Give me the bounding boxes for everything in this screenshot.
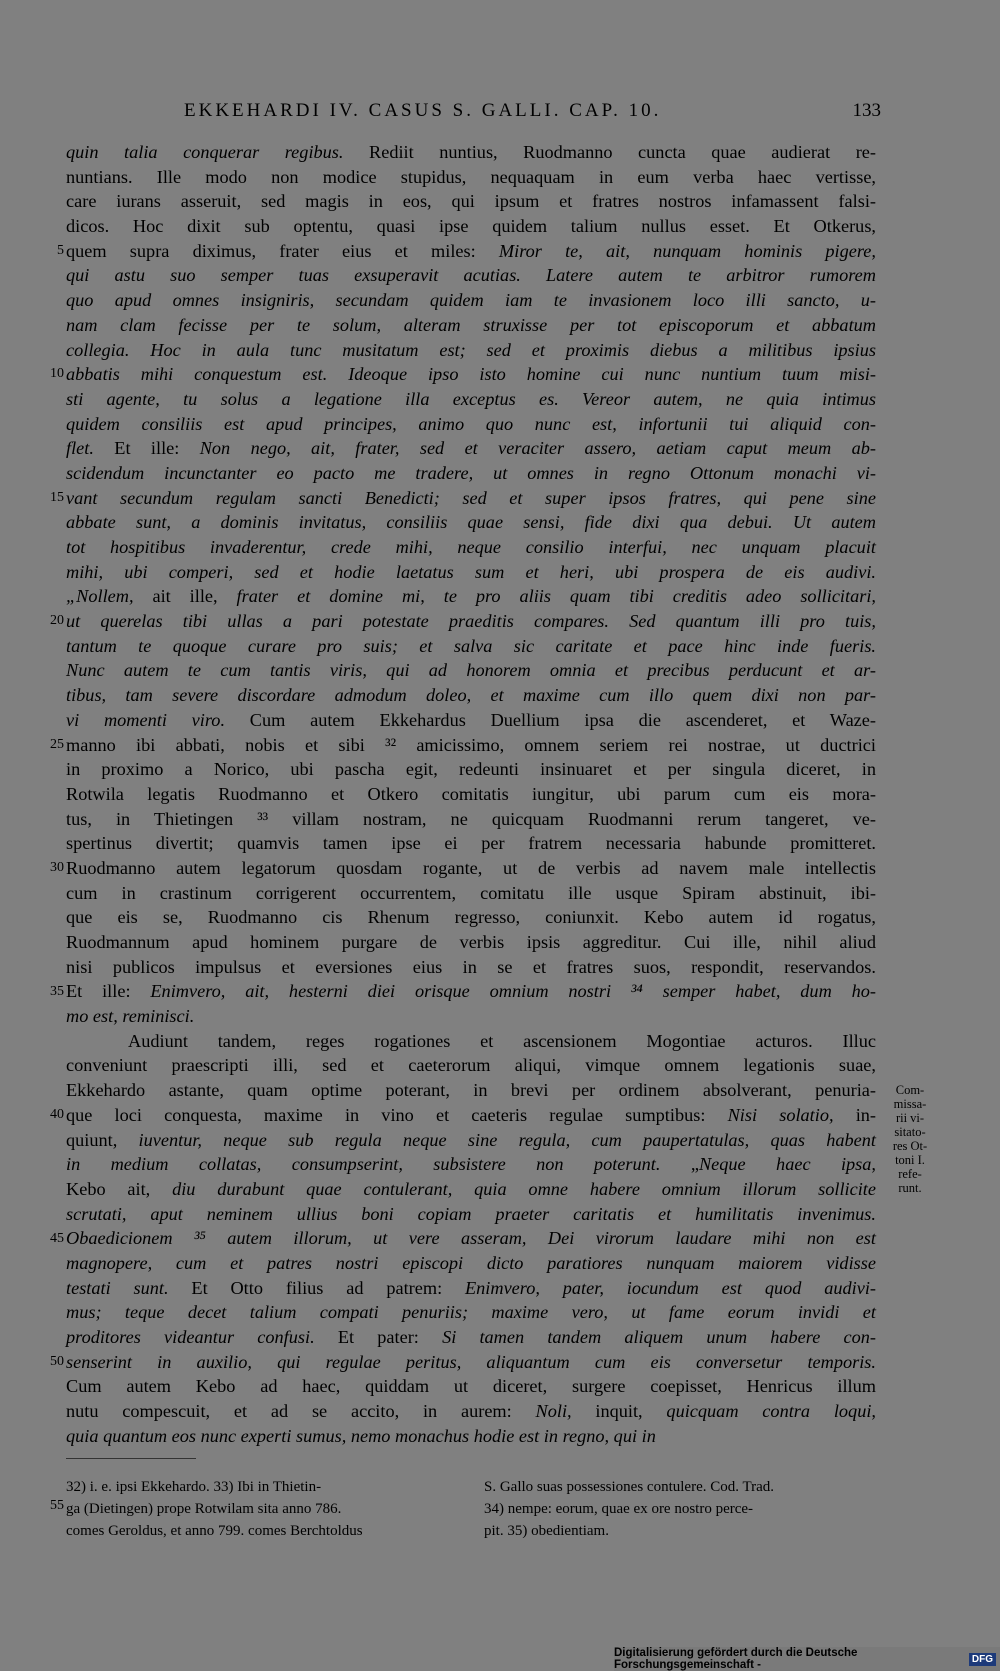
text-segment: iuventur, neque sub regula neque sine regula, cum paupertatulas, quas habent: [138, 1129, 876, 1150]
margin-note-line: toni I.: [895, 1153, 925, 1167]
dfg-logo: DFG: [969, 1653, 996, 1666]
text-line: [66, 486, 876, 511]
text-line: [66, 807, 876, 832]
text-segment: collegia. Hoc in aula tunc musitatum est; sed et proximis diebus a militibus ipsius: [66, 339, 876, 360]
text-line: [66, 856, 876, 881]
text-line: [66, 436, 876, 461]
text-line: [66, 362, 876, 387]
text-segment: „Nollem,: [66, 586, 153, 607]
footnotes-right: [484, 1476, 879, 1542]
text-line: [66, 1374, 876, 1399]
text-line: [66, 708, 876, 733]
text-segment: care iurans asseruit, sed magis in eos, qui ipsum et fratres nostros infamassent falsi-: [66, 191, 876, 212]
line-number: 10: [50, 366, 64, 382]
text-line: [66, 263, 876, 288]
text-segment: mo est, reminisci.: [66, 1006, 195, 1027]
text-segment: cum in crastinum corrigerent occurrentem, comitatu ille usque Spiram abstinuit, ibi-: [66, 882, 876, 903]
footnote-line: S. Gallo suas possessiones contulere. Cod. Trad.: [484, 1479, 774, 1495]
text-line: [66, 1029, 876, 1054]
text-segment: Enimvero, pater, iocundum est quod audivi-: [464, 1277, 876, 1298]
text-segment: in-: [855, 1104, 877, 1125]
text-segment: Neque haec ipsa,: [698, 1154, 876, 1175]
text-segment: quo apud omnes insigniris, secundam quidem iam te invasionem loco illi sancto, u-: [66, 290, 876, 311]
text-segment: Enimvero, ait, hesterni diei orisque omnium nostri ³⁴ semper habet, dum ho-: [150, 981, 876, 1002]
text-segment: Et pater:: [337, 1327, 443, 1347]
text-line: [66, 658, 876, 683]
text-segment: mus; teque decet talium compati penuriis; maxime vero, ut fame eorum invidi et: [66, 1302, 876, 1323]
text-line: [66, 387, 876, 412]
text-segment: quia quantum eos nunc experti sumus, nemo monachus hodie est in regno, qui in: [66, 1425, 656, 1446]
text-segment: Ruodmannum apud hominem purgare de verbis ipsis aggreditur. Cui ille, nihil aliud: [66, 932, 876, 952]
text-line: [66, 1078, 876, 1103]
margin-note-line: missa-: [893, 1097, 927, 1111]
text-line: [66, 1177, 876, 1202]
text-segment: Nisi solatio,: [727, 1104, 856, 1125]
text-segment: Si tamen tandem aliquem unum habere con-: [442, 1327, 876, 1347]
text-segment: Et Otto filius ad patrem:: [191, 1277, 465, 1298]
text-line: [66, 1325, 876, 1350]
text-line: [66, 1053, 876, 1078]
text-segment: Cum autem Kebo ad haec, quiddam ut diceret, surgere coepisset, Henricus illum: [66, 1376, 876, 1397]
footnote-rule: [66, 1458, 196, 1459]
text-line: [66, 881, 876, 906]
line-number: 25: [50, 736, 64, 752]
text-segment: Rotwila legatis Ruodmanno et Otkero comitatis iungitur, ubi parum cum eis mora-: [66, 783, 876, 804]
text-segment: in medium collatas, consumpserint, subsistere non poterunt.: [66, 1154, 691, 1175]
text-segment: qui astu suo semper tuas exsuperavit acutias. Latere autem te arbitror rumorem: [66, 265, 876, 286]
text-segment: nisi publicos impulsus et eversiones eius in se et fratres suos, respondit, reservandos.: [66, 956, 876, 977]
text-segment: Nunc autem te cum tantis viris, qui ad honorem omnia et precibus perducunt et ar-: [66, 660, 876, 681]
text-line: [66, 757, 876, 782]
text-line: [66, 1202, 876, 1227]
page-number: 133: [852, 100, 881, 121]
margin-note-line: runt.: [898, 1181, 922, 1195]
text-segment: Et ille:: [66, 981, 151, 1002]
text-segment: abbate sunt, a dominis invitatus, consiliis quae sensi, fide dixi qua debui. Ut autem: [66, 512, 876, 533]
text-line: [66, 1276, 876, 1301]
text-segment: scidendum incunctanter eo pacto me tradere, ut omnes in regno Ottonum monachi vi-: [66, 462, 876, 483]
line-number: 30: [50, 860, 64, 876]
text-line: [66, 535, 876, 560]
line-number: 5: [57, 242, 64, 258]
text-segment: quiunt,: [66, 1129, 139, 1150]
text-segment: scrutati, aput neminem ullius boni copiam praeter caritatis et humilitatis invenimus.: [66, 1203, 876, 1224]
text-segment: senserint in auxilio, qui regulae peritus, aliquantum cum eis conversetur temporis.: [66, 1351, 876, 1372]
margin-note-line: res Ot-: [892, 1139, 928, 1153]
text-segment: Cum autem Ekkehardus Duellium ipsa die ascenderet, et Waze-: [249, 709, 876, 730]
text-segment: vi momenti viro.: [66, 709, 250, 730]
footnote-line: comes Geroldus, et anno 799. comes Berchtoldus: [66, 1523, 363, 1539]
text-segment: Ekkehardo astante, quam optime poterant, in brevi per ordinem absolverant, penuria-: [66, 1080, 876, 1101]
text-line: [66, 683, 876, 708]
text-line: [66, 930, 876, 955]
text-segment: Et ille:: [114, 438, 200, 459]
footer-text: Digitalisierung gefördert durch die Deutsche Forschungsgemeinschaft -: [614, 1647, 858, 1671]
text-line: [66, 634, 876, 659]
text-segment: Ruodmanno autem legatorum quosdam rogante, ut de verbis ad navem male intellectis: [66, 857, 876, 878]
running-header: [66, 100, 881, 126]
text-segment: diu durabunt quae contulerant, quia omne habere omnium illorum sollicite: [172, 1178, 876, 1199]
text-segment: quicquam contra loqui,: [666, 1401, 876, 1422]
text-segment: nam clam fecisse per te solum, alteram struxisse per tot episcoporum et abbatum: [66, 314, 876, 335]
footnotes-left: [66, 1476, 461, 1542]
text-line: [66, 338, 876, 363]
text-segment: vant secundum regulam sancti Benedicti; sed et super ipsos fratres, qui pene sine: [66, 487, 876, 508]
text-segment: Non nego, ait, frater, sed et veraciter assero, aetiam caput meum ab-: [199, 438, 876, 459]
text-segment: dicos. Hoc dixit sub optentu, quasi ipse quidem talium nullus esset. Et Otkerus,: [66, 216, 876, 237]
text-segment: tus, in Thietingen ³³ villam nostram, ne quicquam Ruodmanni rerum tangeret, ve-: [66, 808, 876, 829]
line-number: 45: [50, 1230, 64, 1246]
text-segment: que eis se, Ruodmanno cis Rhenum regresso, coniunxit. Kebo autem id rogatus,: [66, 907, 876, 928]
text-line: [66, 733, 876, 758]
text-segment: Noli,: [535, 1401, 596, 1422]
text-line: [66, 905, 876, 930]
text-segment: ut querelas tibi ullas a pari potestate praeditis compares. Sed quantum illi pro tuis,: [66, 611, 876, 632]
text-segment: frater et domine mi, te pro aliis quam tibi creditis adeo sollicitari,: [236, 586, 876, 607]
text-line: [66, 461, 876, 486]
text-line: [66, 955, 876, 980]
text-segment: magnopere, cum et patres nostri episcopi dicto paratiores nunquam maiorem vidisse: [66, 1252, 876, 1273]
text-line: [66, 1424, 876, 1449]
text-line: [66, 609, 876, 634]
text-segment: nuntians. Ille modo non modice stupidus, nequaquam in eum verba haec vertisse,: [66, 166, 876, 187]
text-line: [66, 140, 876, 165]
text-line: [66, 412, 876, 437]
text-line: [66, 560, 876, 585]
header-title: EKKEHARDI IV. CASUS S. GALLI. CAP. 10.: [184, 100, 662, 121]
text-segment: inquit,: [595, 1401, 667, 1422]
text-line: [66, 1300, 876, 1325]
text-segment: proditores videantur confusi.: [66, 1327, 338, 1347]
text-segment: Rediit nuntius, Ruodmanno cuncta quae audierat re-: [369, 142, 876, 162]
text-line: [66, 189, 876, 214]
text-line: [66, 782, 876, 807]
text-line: [66, 584, 876, 609]
footnote-line: 32) i. e. ipsi Ekkehardo. 33) Ibi in Thietin-: [66, 1479, 322, 1495]
text-segment: Obaedicionem ³⁵ autem illorum, ut vere asseram, Dei virorum laudare mihi non est: [66, 1228, 876, 1249]
text-line: [66, 1152, 876, 1177]
text-line: [66, 1004, 876, 1029]
text-line: [66, 288, 876, 313]
text-segment: que loci conquesta, maxime in vino et caeteris regulae sumptibus:: [66, 1104, 728, 1125]
text-segment: sti agente, tu solus a legatione illa exceptus es. Vereor autem, ne quia intimus: [66, 388, 876, 409]
margin-note-line: rii vi-: [895, 1111, 925, 1125]
text-line: [66, 239, 876, 264]
text-line: [66, 1399, 876, 1424]
line-number: 40: [50, 1107, 64, 1123]
line-number: 50: [50, 1354, 64, 1370]
text-line: [66, 831, 876, 856]
text-segment: nutu compescuit, et ad se accito, in aurem:: [66, 1401, 536, 1422]
text-segment: Kebo ait,: [66, 1178, 173, 1199]
text-line: [66, 214, 876, 239]
footnote-line: 34) nempe: eorum, quae ex ore nostro perce-: [484, 1501, 754, 1517]
text-segment: quidem consiliis est apud principes, animo quo nunc est, infortunii tui aliquid con-: [66, 413, 876, 434]
margin-note-line: sitato-: [894, 1125, 926, 1139]
text-segment: mihi, ubi comperi, sed et hodie laetatus sum et heri, ubi prospera de eis audivi.: [66, 561, 876, 582]
text-segment: tot hospitibus invaderentur, crede mihi, neque consilio interfui, nec unquam placuit: [66, 537, 876, 557]
text-segment: spertinus divertit; quamvis tamen ipse ei per fratrem necessaria habunde promitteret.: [66, 833, 876, 854]
footnote-line: pit. 35) obedientiam.: [484, 1523, 609, 1539]
text-line: [66, 1350, 876, 1375]
text-line: [66, 979, 876, 1004]
text-segment: quin talia conquerar regibus.: [66, 142, 370, 162]
text-segment: abbatis mihi conquestum est. Ideoque ipso isto homine cui nunc nuntium tuum misi-: [66, 364, 876, 385]
margin-note-line: Com-: [895, 1083, 925, 1097]
line-number: 35: [50, 983, 64, 999]
text-segment: Audiunt tandem, reges rogationes et ascensionem Mogontiae acturos. Illuc: [128, 1030, 876, 1051]
text-segment: flet.: [66, 438, 115, 459]
line-number: 20: [50, 613, 64, 629]
text-line: [66, 1251, 876, 1276]
text-segment: conveniunt praescripti illi, sed et caeterorum aliqui, vimque omnem legationis suae,: [66, 1055, 876, 1076]
text-segment: tibus, tam severe discordare admodum doleo, et maxime cum illo quem dixi non par-: [66, 685, 876, 706]
line-number: 55: [50, 1498, 64, 1513]
text-segment: testati sunt.: [66, 1277, 192, 1298]
footer-credit: [614, 1647, 1000, 1671]
text-line: [66, 1128, 876, 1153]
margin-note-line: refe-: [898, 1167, 922, 1181]
line-number: 15: [50, 489, 64, 505]
text-segment: manno ibi abbati, nobis et sibi ³² amicissimo, omnem seriem rei nostrae, ut ductrici: [66, 734, 876, 755]
text-segment: Miror te, ait, nunquam hominis pigere,: [498, 240, 876, 261]
margin-note: [885, 1083, 935, 1195]
text-segment: quem supra diximus, frater eius et miles:: [66, 240, 499, 261]
text-line: [66, 313, 876, 338]
text-line: [66, 1226, 876, 1251]
body-text: [66, 140, 876, 1448]
footnote-line: ga (Dietingen) prope Rotwilam sita anno 786.: [66, 1501, 342, 1517]
text-line: [66, 510, 876, 535]
text-line: [66, 1103, 876, 1128]
text-segment: ait ille,: [152, 586, 237, 607]
text-line: [66, 165, 876, 190]
text-segment: „: [690, 1154, 699, 1175]
text-segment: tantum te quoque curare pro suis; et salva sic caritate et pace hinc inde fueris.: [66, 635, 876, 656]
text-segment: in proximo a Norico, ubi pascha egit, redeunti insinuaret et per singula diceret, in: [66, 759, 876, 780]
